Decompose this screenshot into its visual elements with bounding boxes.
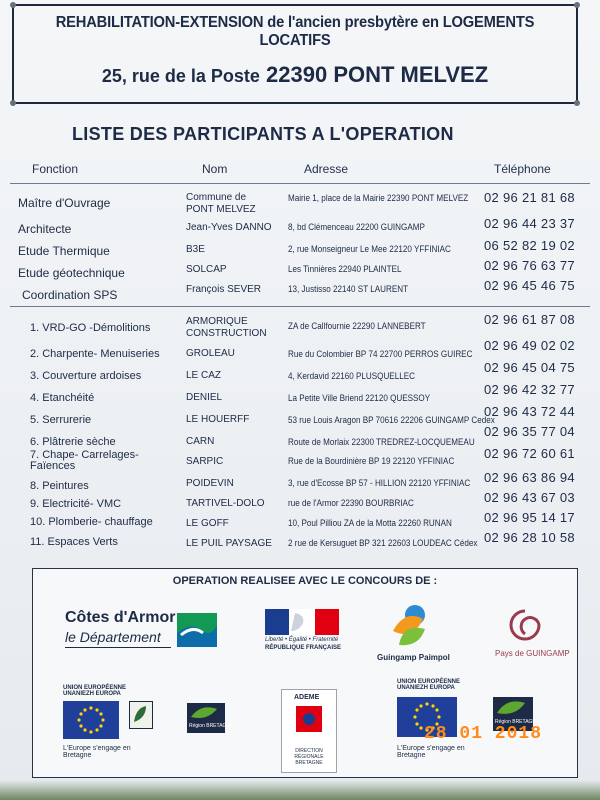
region-bretagne-logo [187, 703, 234, 733]
participant-fonction: Etude Thermique [18, 244, 110, 258]
lot-fonction: 4. Etanchéité [30, 392, 95, 404]
republique-francaise-logo [265, 609, 345, 659]
participant-nom: Jean-Yves DANNO [186, 222, 272, 233]
lot-entreprise: GROLEAU [186, 348, 235, 359]
europe-engage-text: L'Europe s'engage en Bretagne [63, 745, 131, 759]
lot-telephone: 02 96 42 32 77 [484, 382, 575, 397]
lot-row [0, 312, 600, 339]
participant-row [0, 236, 600, 256]
lot-telephone: 02 96 95 14 17 [484, 510, 575, 525]
region-bretagne-name: Région BRETAGNE [189, 723, 234, 729]
participant-adresse: Les Tinnières 22940 PLAINTEL [288, 264, 402, 274]
leaf-swirl-icon [385, 601, 435, 649]
lot-adresse: Route de Morlaix 22300 TREDREZ-LOCQUEMEAU [288, 437, 475, 447]
column-nom: Nom [202, 162, 228, 176]
column-telephone: Téléphone [494, 162, 551, 176]
lot-entreprise: TARTIVEL-DOLO [186, 498, 265, 509]
participant-fonction: Architecte [18, 222, 72, 236]
lot-telephone: 02 96 61 87 08 [484, 312, 575, 327]
participant-telephone: 06 52 82 19 02 [484, 238, 575, 253]
lot-row [0, 530, 600, 558]
lot-fonction: 8. Peintures [30, 480, 89, 492]
participant-adresse: 8, bd Clémenceau 22200 GUINGAMP [288, 222, 425, 232]
pays-guingamp-logo [489, 605, 570, 669]
europe-engage-text: L'Europe s'engage en Bretagne [397, 745, 465, 759]
lot-telephone: 02 96 63 86 94 [484, 470, 575, 485]
republique-text: RÉPUBLIQUE FRANÇAISE [265, 645, 342, 651]
lot-adresse: 3, rue d'Ecosse BP 57 - HILLION 22120 YFFINIAC [288, 478, 471, 488]
participant-fonction: Maître d'Ouvrage [18, 196, 111, 210]
participant-telephone: 02 96 44 23 37 [484, 216, 575, 231]
participant-row [0, 276, 600, 302]
leaf-icon [130, 702, 150, 726]
lot-entreprise: CARN [186, 436, 215, 447]
lot-adresse: Rue du Colombier BP 74 22700 PERROS GUIREC [288, 349, 473, 359]
participant-nom: SOLCAP [186, 264, 227, 275]
lot-adresse: 53 rue Louis Aragon BP 70616 22206 GUINGAMP Cedex [288, 415, 495, 425]
participant-nom: B3E [186, 244, 205, 255]
lot-entreprise: LE CAZ [186, 370, 222, 381]
guingamp-paimpol-logo [377, 601, 450, 665]
participant-nom: François SEVER [186, 284, 262, 295]
lot-fonction: 10. Plomberie- chauffage [30, 516, 153, 528]
region-leaf-icon [187, 703, 225, 723]
lot-telephone: 02 96 35 77 04 [484, 424, 575, 439]
ademe-subtitle: DIRECTION RÉGIONALE BRETAGNE [294, 748, 324, 766]
column-adresse: Adresse [304, 162, 349, 176]
participant-fonction: Etude géotechnique [18, 266, 125, 280]
lot-fonction: 3. Couverture ardoises [30, 370, 142, 382]
union-europeenne-logo [63, 685, 173, 771]
section-divider [10, 306, 590, 307]
departement-name: le Département [65, 629, 161, 645]
ademe-name: ADEME [294, 694, 320, 701]
lot-fonction: 7. Chape- Carrelages- Faïences [30, 449, 139, 472]
lot-entreprise: POIDEVIN [186, 478, 234, 489]
region-leaf-icon [493, 697, 533, 719]
lot-entreprise: SARPIC [186, 456, 224, 467]
lot-adresse: Rue de la Bourdinière BP 19 22120 YFFINIAC [288, 456, 455, 466]
eu-flag-icon [63, 701, 119, 739]
foliage-strip [0, 780, 600, 800]
spiral-icon [505, 605, 545, 645]
screw-icon [574, 2, 580, 8]
lot-entreprise: ARMORIQUE CONSTRUCTION [186, 316, 267, 339]
lot-adresse: ZA de Callfournie 22290 LANNEBERT [288, 321, 426, 331]
list-title: LISTE DES PARTICIPANTS A L'OPERATION [72, 124, 454, 144]
lot-fonction: 5. Serrurerie [30, 414, 92, 426]
column-fonction: Fonction [32, 162, 79, 176]
address-city: 22390 PONT MELVEZ [266, 62, 489, 87]
lot-telephone: 02 96 72 60 61 [484, 446, 575, 461]
lot-telephone: 02 96 43 72 44 [484, 404, 575, 419]
address-street: 25, rue de la Poste [101, 66, 260, 86]
lot-telephone: 02 96 45 04 75 [484, 360, 575, 375]
project-address [14, 62, 576, 88]
lot-entreprise: LE GOFF [186, 518, 229, 529]
lot-entreprise: LE PUIL PAYSAGE [186, 538, 272, 549]
lot-entreprise: LE HOUERFF [186, 414, 250, 425]
lot-adresse: 4, Kerdavid 22160 PLUSQUELLEC [288, 371, 415, 381]
concours-panel [32, 568, 578, 778]
lot-fonction: 6. Plâtrerie sèche [30, 436, 116, 448]
lot-fonction: 2. Charpente- Menuiseries [30, 348, 160, 360]
guingamp-paimpol-name: Guingamp Paimpol [377, 653, 450, 662]
participant-fonction: Coordination SPS [22, 288, 118, 302]
participant-nom: Commune de PONT MELVEZ [186, 192, 256, 215]
armor-flag-icon [177, 613, 217, 647]
photo-date-stamp: 28 01 2018 [424, 724, 543, 744]
screw-icon [10, 100, 16, 106]
participant-adresse: 13, Justisso 22140 ST LAURENT [288, 284, 409, 294]
header-divider [10, 183, 590, 184]
participant-row [0, 188, 600, 215]
republique-devise: Liberté • Égalité • Fraternité [265, 637, 339, 643]
participant-adresse: Mairie 1, place de la Mairie 22390 PONT MELVEZ [288, 193, 469, 203]
union-europeenne-label: UNION EUROPÉENNE UNANIEZH EUROPA [63, 685, 127, 697]
participant-telephone: 02 96 76 63 77 [484, 258, 575, 273]
lot-fonction: 9. Electricité- VMC [30, 498, 122, 510]
project-title: REHABILITATION-EXTENSION de l'ancien presbytère en LOGEMENTS LOCATIFS [55, 14, 535, 49]
lot-telephone: 02 96 43 67 03 [484, 490, 575, 505]
cotes-armor-name: Côtes d'Armor [65, 609, 176, 626]
screw-icon [10, 2, 16, 8]
lot-telephone: 02 96 49 02 02 [484, 338, 575, 353]
lot-fonction: 11. Espaces Verts [30, 536, 118, 548]
concours-title: OPERATION REALISEE AVEC LE CONCOURS DE : [172, 575, 438, 587]
header-panel [12, 4, 578, 104]
lot-telephone: 02 96 28 10 58 [484, 530, 575, 545]
participant-telephone: 02 96 21 81 68 [484, 190, 575, 205]
participant-row [0, 256, 600, 280]
lot-adresse: 10, Poul Pilliou ZA de la Motta 22260 RUNAN [288, 518, 452, 528]
participant-telephone: 02 96 45 46 75 [484, 278, 575, 293]
marianne-icon [265, 609, 339, 635]
lot-fonction: 1. VRD-GO -Démolitions [30, 322, 151, 334]
participant-row [0, 214, 600, 234]
ademe-logo [281, 689, 337, 773]
screw-icon [574, 100, 580, 106]
cotes-armor-logo [39, 609, 219, 655]
union-europeenne-label: UNION EUROPÉENNE UNANIEZH EUROPA [397, 679, 461, 691]
pays-guingamp-name: Pays de GUINGAMP [495, 649, 570, 658]
participant-adresse: 2, rue Monseigneur Le Mee 22120 YFFINIAC [288, 244, 451, 254]
region-bretagne-name: Région BRETAGNE [495, 719, 540, 725]
lot-adresse: La Petite Ville Briend 22120 QUESSOY [288, 393, 431, 403]
leader-logo [129, 701, 153, 729]
ademe-square-icon [296, 706, 322, 732]
lot-adresse: rue de l'Armor 22390 BOURBRIAC [288, 498, 414, 508]
lot-entreprise: DENIEL [186, 392, 223, 403]
lot-adresse: 2 rue de Kersuguet BP 321 22603 LOUDEAC Cédex [288, 538, 478, 548]
